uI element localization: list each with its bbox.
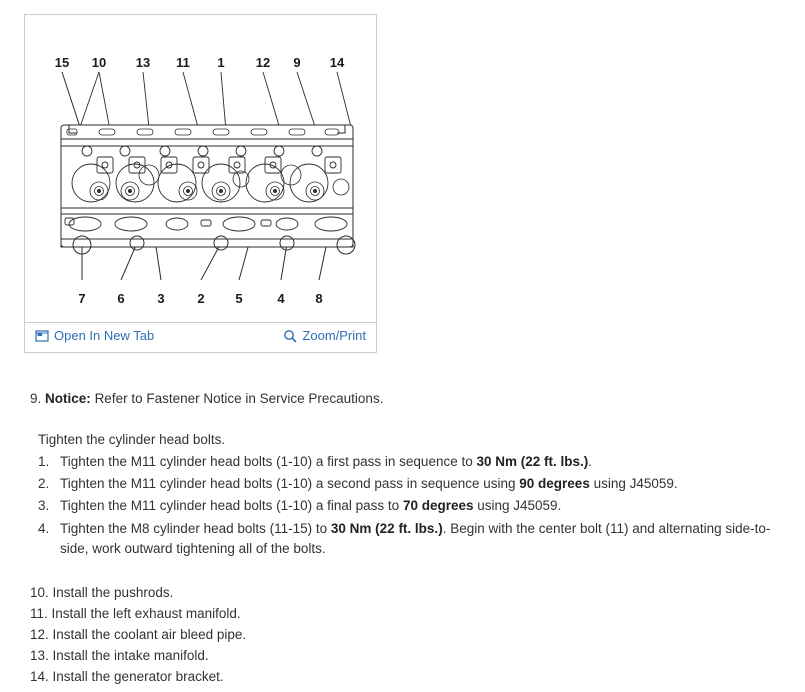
- notice-text: Refer to Fastener Notice in Service Precautions.: [94, 391, 384, 406]
- step-text-pre: Tighten the M11 cylinder head bolts (1-10) a second pass in sequence using: [60, 476, 520, 492]
- figure-panel: [24, 14, 377, 353]
- list-item: 12. Install the coolant air bleed pipe.: [30, 626, 247, 642]
- cylinder-head-diagram-svg: [25, 15, 376, 323]
- step-number: 3.: [38, 498, 50, 514]
- zoom-print-button[interactable]: [283, 328, 366, 343]
- step-text-pre: Tighten the M8 cylinder head bolts (11-15) to: [60, 520, 331, 536]
- step-text-pre: Tighten the M11 cylinder head bolts (1-10) a first pass in sequence to: [60, 453, 477, 469]
- step-number: 1.: [38, 453, 50, 469]
- notice-number: 9.: [30, 391, 42, 406]
- open-in-new-tab-icon: [35, 329, 49, 343]
- list-item: 11. Install the left exhaust manifold.: [30, 605, 241, 621]
- callout-bottom-2: 6: [117, 291, 125, 306]
- callout-top-3: 13: [135, 55, 151, 70]
- callout-bottom-1: 7: [78, 291, 86, 306]
- list-item: [22, 452, 784, 472]
- step-text-post: using J45059.: [473, 498, 562, 514]
- step-text-bold: 70 degrees: [402, 498, 474, 514]
- open-in-new-tab-button[interactable]: [35, 328, 154, 343]
- notice-label: Notice:: [45, 391, 91, 406]
- tighten-lead-text: Tighten the cylinder head bolts.: [38, 432, 226, 448]
- step-text-post: . Begin with the center bolt (11) and alternating side-to-side, work outward tightening all of the bolts.: [60, 520, 771, 556]
- procedure-text: [22, 390, 784, 688]
- list-item: [22, 496, 784, 516]
- callout-top-4: 11: [176, 55, 190, 70]
- callout-bottom-6: 4: [277, 291, 285, 306]
- step-text-post: using J45059.: [589, 476, 678, 492]
- install-step-list: [22, 583, 784, 688]
- callout-top-2: 10: [91, 55, 107, 70]
- callout-top-6: 12: [255, 55, 271, 70]
- list-item: 13. Install the intake manifold.: [30, 647, 209, 663]
- callout-top-8: 14: [329, 55, 345, 70]
- list-item: 14. Install the generator bracket.: [30, 668, 224, 684]
- magnifier-icon: [283, 329, 297, 343]
- zoom-print-label: Zoom/Print: [302, 328, 366, 343]
- figure-toolbar: [25, 322, 376, 352]
- callout-top-1: 15: [54, 55, 70, 70]
- step-text-pre: Tighten the M11 cylinder head bolts (1-10) a final pass to: [60, 498, 403, 514]
- callout-top-5: 1: [217, 55, 225, 70]
- open-in-new-tab-label: Open In New Tab: [54, 328, 155, 343]
- list-item: [22, 519, 784, 560]
- step-text-bold: 90 degrees: [519, 476, 590, 492]
- notice-line: [22, 390, 784, 408]
- callout-top-7: 9: [293, 55, 301, 70]
- callout-bottom-7: 8: [315, 291, 323, 306]
- torque-step-list: [22, 452, 784, 559]
- callout-bottom-5: 5: [235, 291, 243, 306]
- list-item: 10. Install the pushrods.: [30, 585, 174, 601]
- step-number: 4.: [38, 520, 50, 536]
- cylinder-head-diagram: [25, 15, 376, 323]
- callout-bottom-4: 2: [197, 291, 205, 306]
- step-number: 2.: [38, 476, 50, 492]
- list-item: [22, 474, 784, 494]
- step-text-bold: 30 Nm (22 ft. lbs.): [476, 453, 589, 469]
- callout-bottom-3: 3: [157, 291, 165, 306]
- step-text-bold: 30 Nm (22 ft. lbs.): [330, 520, 443, 536]
- tighten-lead: [38, 430, 784, 450]
- step-text-post: .: [588, 453, 593, 469]
